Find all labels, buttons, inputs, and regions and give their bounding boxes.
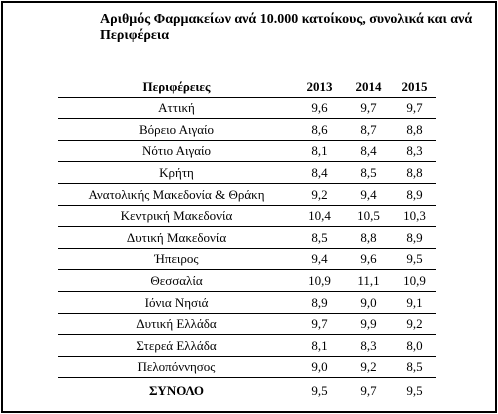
- cell-2013: 9,2: [295, 183, 344, 205]
- cell-2013: 10,4: [295, 205, 344, 227]
- cell-2014: 8,8: [344, 227, 393, 249]
- cell-2015: 9,5: [393, 248, 436, 270]
- table-row: [58, 140, 436, 162]
- cell-region: Κρήτη: [58, 162, 295, 184]
- cell-2013: 8,5: [295, 227, 344, 249]
- total-row: [58, 378, 436, 405]
- cell-region: Δυτική Μακεδονία: [58, 227, 295, 249]
- cell-2014: 9,2: [344, 356, 393, 378]
- header-row: [58, 76, 436, 97]
- header-2013: 2013: [295, 76, 344, 97]
- table-row: [58, 313, 436, 335]
- table-row: [58, 335, 436, 357]
- cell-2013: 9,4: [295, 248, 344, 270]
- cell-2014: 9,4: [344, 183, 393, 205]
- cell-2014: 9,7: [344, 97, 393, 119]
- table-row: [58, 162, 436, 184]
- total-2013: 9,5: [311, 383, 328, 399]
- cell-2013: 8,6: [295, 119, 344, 141]
- cell-2013: 8,4: [295, 162, 344, 184]
- cell-2014: 10,5: [344, 205, 393, 227]
- cell-2013: 8,1: [295, 140, 344, 162]
- table-row: [58, 270, 436, 292]
- cell-region: Ήπειρος: [58, 248, 295, 270]
- table-title: Αριθμός Φαρμακείων ανά 10.000 κατοίκους, συνολικά και ανά Περιφέρεια: [100, 12, 473, 43]
- cell-2013: 8,1: [295, 335, 344, 357]
- cell-2013: 9,6: [295, 97, 344, 119]
- header-2015: 2015: [393, 76, 436, 97]
- cell-region: Κεντρική Μακεδονία: [58, 205, 295, 227]
- cell-2013: 9,0: [295, 356, 344, 378]
- cell-2013: 9,7: [295, 313, 344, 335]
- cell-region: Δυτική Ελλάδα: [58, 313, 295, 335]
- cell-2015: 8,8: [393, 119, 436, 141]
- cell-2015: 8,0: [393, 335, 436, 357]
- cell-2014: 9,6: [344, 248, 393, 270]
- pharmacies-table: [58, 76, 436, 404]
- table-body: [58, 97, 436, 378]
- table-row: [58, 356, 436, 378]
- table-row: [58, 291, 436, 313]
- total-label: ΣΥΝΟΛΟ: [148, 383, 205, 399]
- table-row: [58, 227, 436, 249]
- table-row: [58, 119, 436, 141]
- cell-region: Ιόνια Νησιά: [58, 291, 295, 313]
- cell-2015: 10,9: [393, 270, 436, 292]
- cell-region: Νότιο Αιγαίο: [58, 140, 295, 162]
- cell-region: Βόρειο Αιγαίο: [58, 119, 295, 141]
- cell-2014: 8,4: [344, 140, 393, 162]
- cell-2015: 8,9: [393, 227, 436, 249]
- cell-2015: 9,2: [393, 313, 436, 335]
- cell-2015: 8,8: [393, 162, 436, 184]
- cell-2015: 8,3: [393, 140, 436, 162]
- cell-region: Στερεά Ελλάδα: [58, 335, 295, 357]
- cell-2014: 8,7: [344, 119, 393, 141]
- table-row: [58, 205, 436, 227]
- cell-2014: 9,0: [344, 291, 393, 313]
- cell-2015: 8,5: [393, 356, 436, 378]
- cell-2015: 9,7: [393, 97, 436, 119]
- cell-2014: 9,9: [344, 313, 393, 335]
- cell-region: Αττική: [58, 97, 295, 119]
- cell-2014: 11,1: [344, 270, 393, 292]
- total-2014: 9,7: [360, 383, 377, 399]
- total-2015: 9,5: [406, 383, 423, 399]
- cell-2015: 9,1: [393, 291, 436, 313]
- cell-2014: 8,3: [344, 335, 393, 357]
- cell-2013: 8,9: [295, 291, 344, 313]
- cell-region: Θεσσαλία: [58, 270, 295, 292]
- cell-region: Πελοπόννησος: [58, 356, 295, 378]
- header-2014: 2014: [344, 76, 393, 97]
- cell-2014: 8,5: [344, 162, 393, 184]
- cell-2015: 8,9: [393, 183, 436, 205]
- cell-2015: 10,3: [393, 205, 436, 227]
- header-region: Περιφέρειες: [58, 76, 295, 97]
- cell-2013: 10,9: [295, 270, 344, 292]
- cell-region: Ανατολικής Μακεδονία & Θράκη: [58, 183, 295, 205]
- table-row: [58, 248, 436, 270]
- table-row: [58, 97, 436, 119]
- table-row: [58, 183, 436, 205]
